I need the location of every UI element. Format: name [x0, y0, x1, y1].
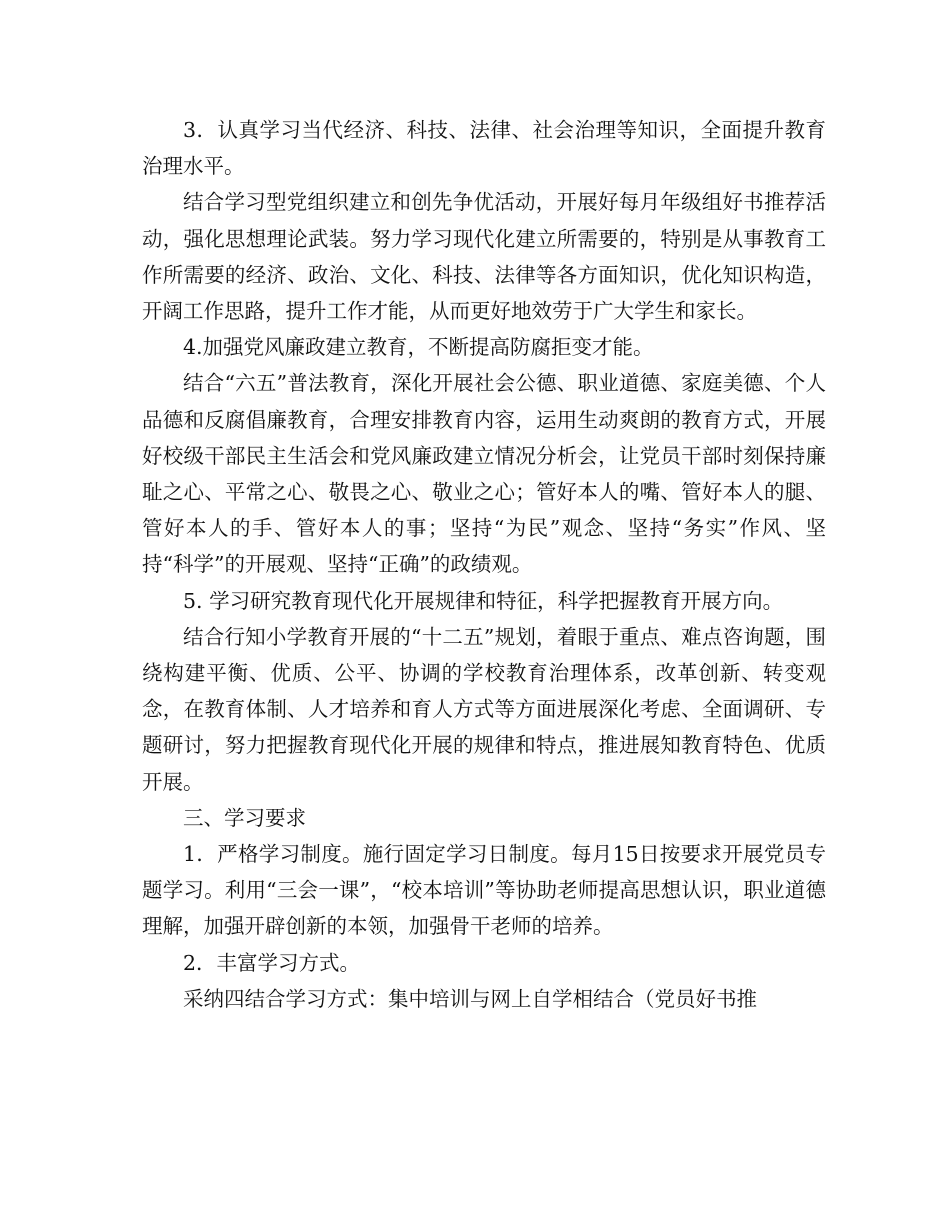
paragraph: 结合“六五”普法教育，深化开展社会公德、职业道德、家庭美德、个人品德和反腐倡廉教育，合理安排教育内容，运用生动爽朗的教育方式，开展好校级干部民主生活会和党风廉政建立情况分析会，让党员干部时刻保持廉耻之心、平常之心、敬畏之心、敬业之心；管好本人的嘴、管好本人的腿、管好本人的手、管好本人的事；坚持“为民”观念、坚持“务实”作风、坚持“科学”的开展观、坚持“正确”的政绩观。 — [142, 371, 826, 577]
paragraph: 结合学习型党组织建立和创先争优活动，开展好每月年级组好书推荐活动，强化思想理论武装。努力学习现代化建立所需要的，特别是从事教育工作所需要的经济、政治、文化、科技、法律等各方面知识，优化知识构造，开阔工作思路，提升工作才能，从而更好地效劳于广大学生和家长。 — [142, 190, 826, 324]
paragraph: 1．严格学习制度。施行固定学习日制度。每月15日按要求开展党员专题学习。利用“三会一课”，“校本培训”等协助老师提高思想认识，职业道德理解，加强开辟创新的本领，加强骨干老师的培养。 — [142, 842, 826, 939]
paragraph: 采纳四结合学习方式：集中培训与网上自学相结合（党员好书推 — [183, 986, 757, 1011]
paragraph: 结合行知小学教育开展的“十二五”规划，着眼于重点、难点咨询题，围绕构建平衡、优质、公平、协调的学校教育治理体系，改革创新、转变观念，在教育体制、人才培养和育人方式等方面进展深化考虑、全面调研、专题研讨，努力把握教育现代化开展的规律和特点，推进展知教育特色、优质开展。 — [142, 624, 826, 794]
paragraph: 5. 学习研究教育现代化开展规律和特征，科学把握教育开展方向。 — [183, 588, 784, 613]
paragraph: 4.加强党风廉政建立教育，不断提高防腐拒变才能。 — [183, 335, 654, 360]
paragraph: 2．丰富学习方式。 — [183, 950, 361, 975]
section-heading: 三、学习要求 — [183, 805, 306, 830]
document-body — [142, 112, 826, 1017]
paragraph: 3．认真学习当代经济、科技、法律、社会治理等知识，全面提升教育治理水平。 — [142, 118, 826, 179]
